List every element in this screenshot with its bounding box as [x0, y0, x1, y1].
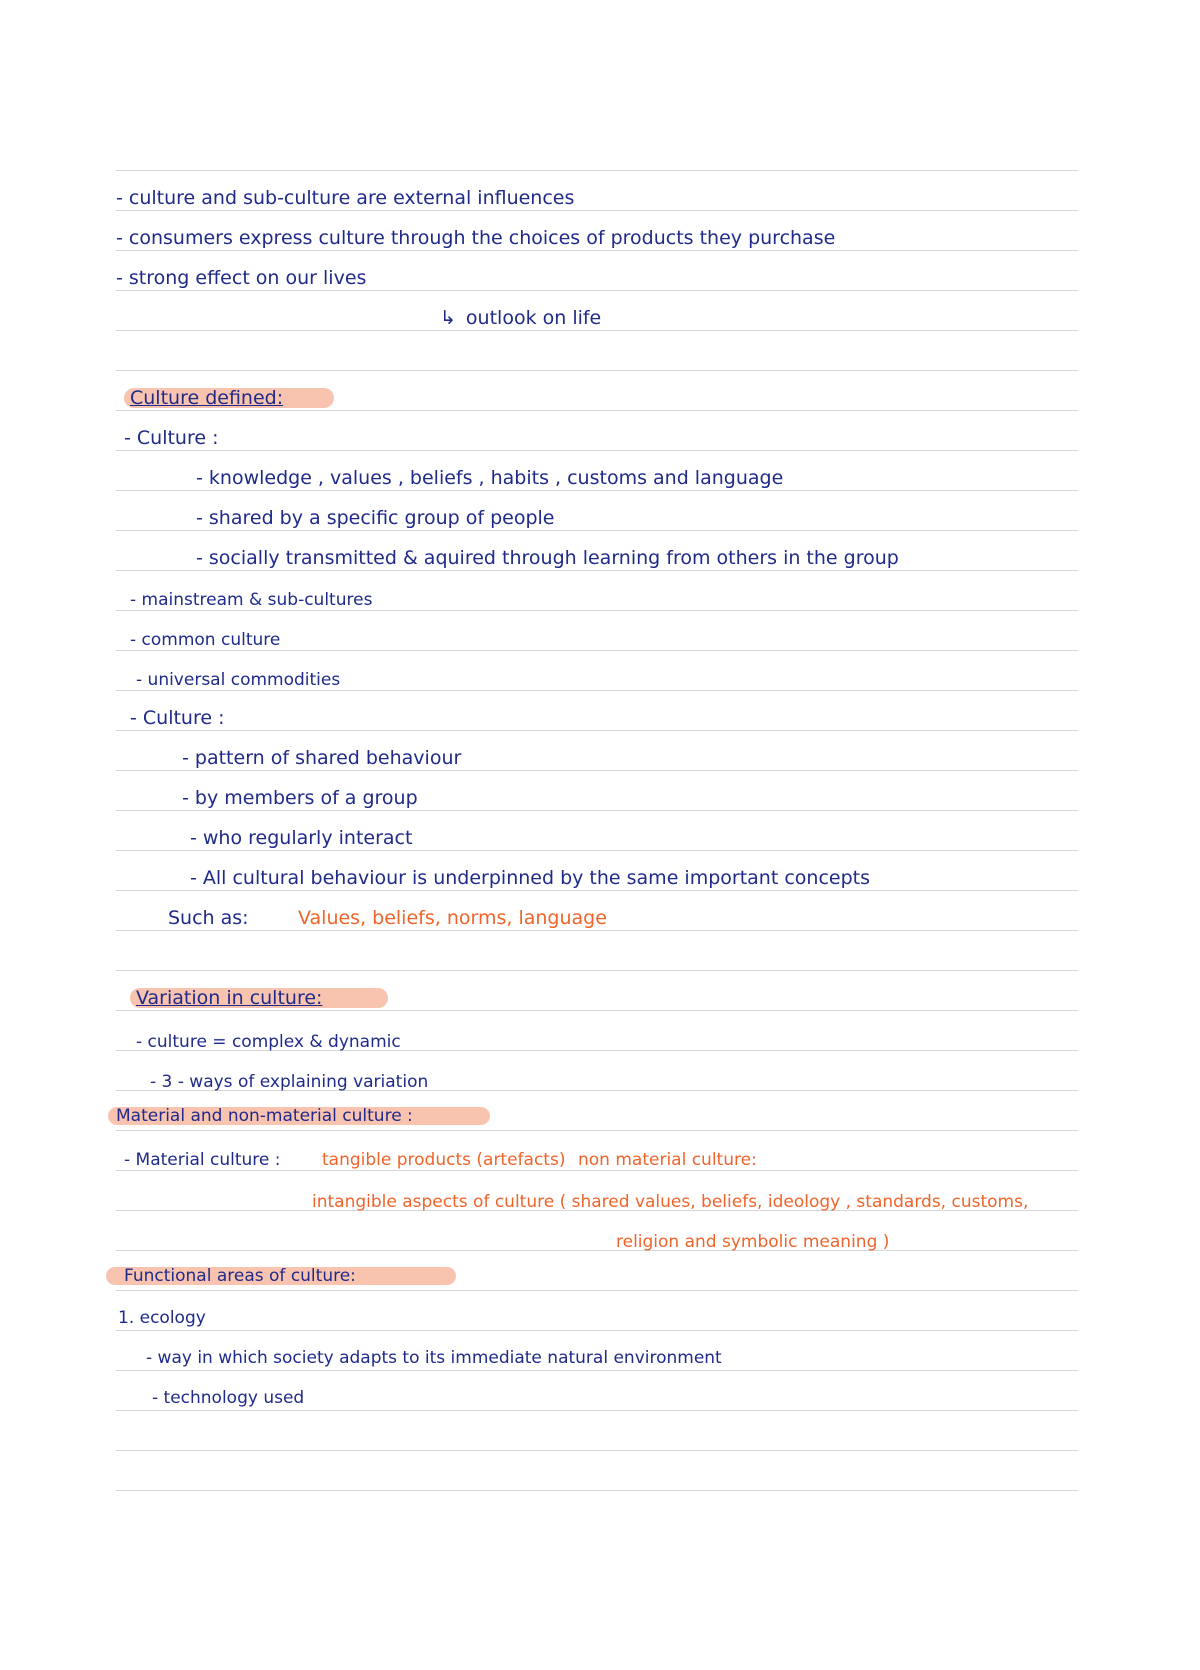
- nonmaterial-desc: intangible aspects of culture ( shared values, beliefs, ideology , standards, customs,: [312, 1192, 1029, 1212]
- culture-label: - Culture :: [124, 427, 219, 449]
- such-as-values: Values, beliefs, norms, language: [298, 907, 607, 929]
- culture-label: - Culture :: [130, 707, 225, 729]
- culture-item: - who regularly interact: [190, 827, 413, 849]
- variation-item: - culture = complex & dynamic: [136, 1032, 401, 1052]
- ruled-line: [116, 930, 1078, 931]
- ruled-line: [116, 530, 1078, 531]
- culture-item: - All cultural behaviour is underpinned by the same important concepts: [190, 867, 870, 889]
- culture-item: - shared by a specific group of people: [196, 507, 555, 529]
- heading-material: Material and non-material culture :: [116, 1106, 413, 1126]
- ruled-line: [116, 730, 1078, 731]
- universal-line: - universal commodities: [136, 670, 341, 690]
- culture-item: - socially transmitted & aquired through learning from others in the group: [196, 547, 899, 569]
- heading-functional: Functional areas of culture:: [124, 1266, 356, 1286]
- intro-line: - consumers express culture through the choices of products they purchase: [116, 227, 836, 249]
- culture-item: - knowledge , values , beliefs , habits , customs and language: [196, 467, 784, 489]
- intro-subline: [440, 306, 601, 330]
- intro-subline-text: outlook on life: [465, 307, 602, 329]
- nonmaterial-label: non material culture:: [578, 1150, 757, 1170]
- ruled-line: [116, 250, 1078, 251]
- intro-line: - strong effect on our lives: [116, 267, 367, 289]
- ruled-line: [116, 170, 1078, 171]
- ruled-line: [116, 1290, 1078, 1291]
- ruled-line: [116, 1370, 1078, 1371]
- ruled-line: [116, 1450, 1078, 1451]
- functional-item: 1. ecology: [118, 1308, 206, 1328]
- culture-item: - by members of a group: [182, 787, 418, 809]
- material-label: - Material culture :: [124, 1150, 281, 1170]
- heading-variation: Variation in culture:: [136, 987, 323, 1009]
- functional-sub: - way in which society adapts to its immediate natural environment: [146, 1348, 722, 1368]
- ruled-line: [116, 490, 1078, 491]
- arrow-icon: ↳: [440, 307, 456, 329]
- ruled-line: [116, 810, 1078, 811]
- ruled-line: [116, 570, 1078, 571]
- ruled-line: [116, 450, 1078, 451]
- ruled-line: [116, 850, 1078, 851]
- intro-line: - culture and sub-culture are external influences: [116, 187, 575, 209]
- ruled-line: [116, 770, 1078, 771]
- such-as-label: Such as:: [168, 907, 249, 929]
- ruled-line: [116, 330, 1078, 331]
- nonmaterial-desc: religion and symbolic meaning ): [616, 1232, 890, 1252]
- ruled-line: [116, 370, 1078, 371]
- ruled-line: [116, 1250, 1078, 1251]
- variation-item: - 3 - ways of explaining variation: [150, 1072, 429, 1092]
- mainstream-line: - mainstream & sub-cultures: [130, 590, 373, 610]
- ruled-line: [116, 890, 1078, 891]
- common-line: - common culture: [130, 630, 281, 650]
- ruled-line: [116, 1130, 1078, 1131]
- ruled-line: [116, 410, 1078, 411]
- ruled-line: [116, 1410, 1078, 1411]
- material-value: tangible products (artefacts): [322, 1150, 566, 1170]
- ruled-line: [116, 1010, 1078, 1011]
- ruled-line: [116, 290, 1078, 291]
- ruled-line: [116, 1490, 1078, 1491]
- culture-item: - pattern of shared behaviour: [182, 747, 462, 769]
- ruled-line: [116, 1330, 1078, 1331]
- ruled-line: [116, 970, 1078, 971]
- heading-culture-defined: Culture defined:: [130, 387, 284, 409]
- ruled-line: [116, 210, 1078, 211]
- functional-sub: - technology used: [152, 1388, 305, 1408]
